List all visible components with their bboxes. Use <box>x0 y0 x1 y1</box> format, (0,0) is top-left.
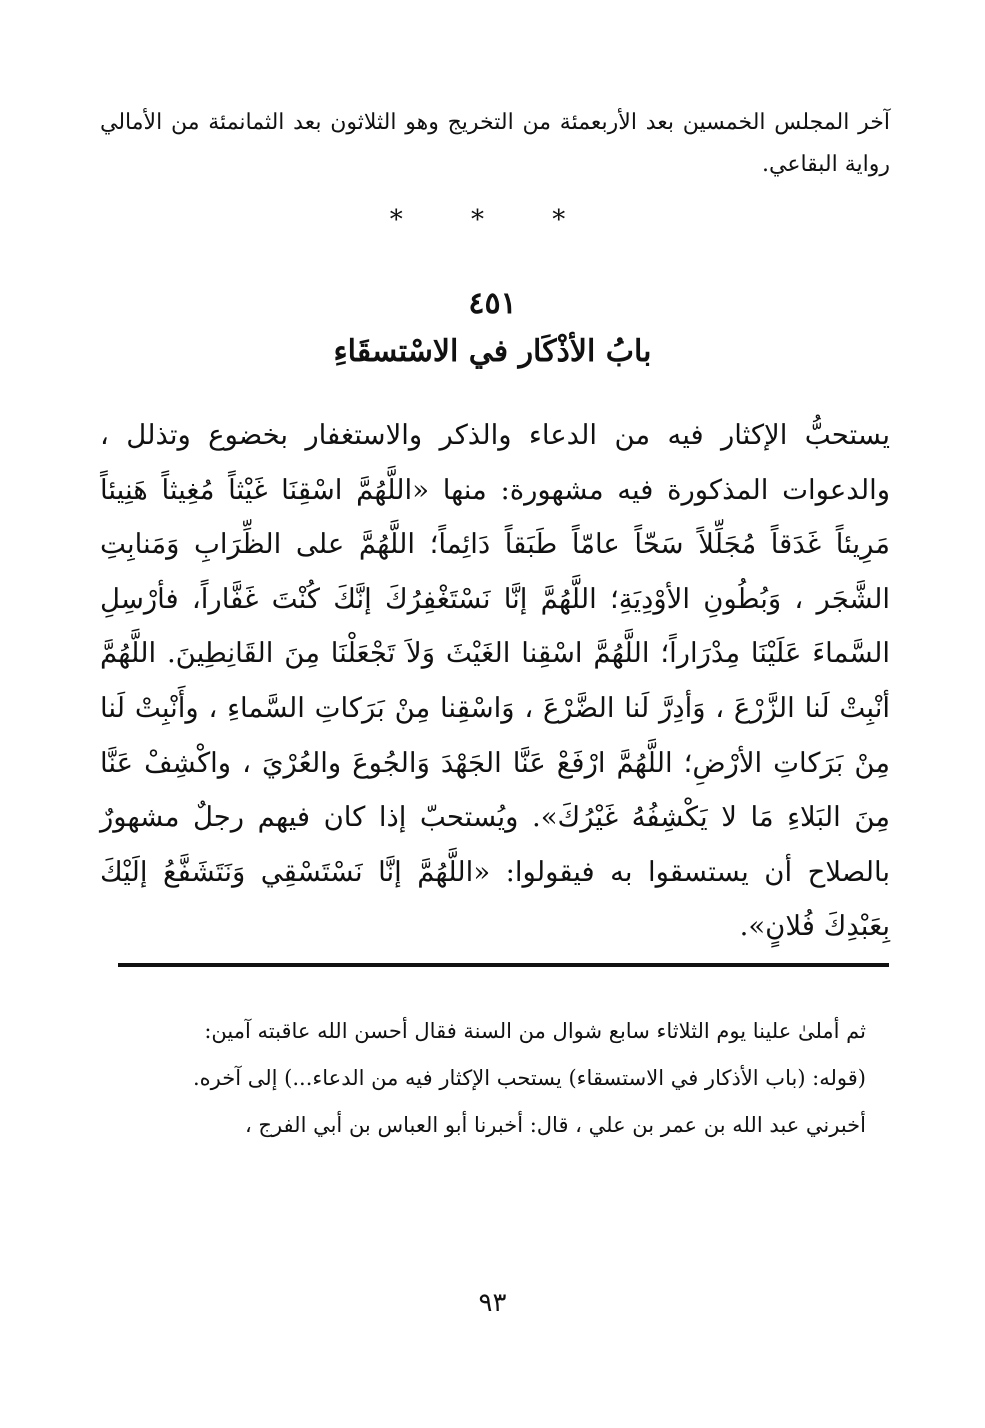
page-number: ٩٣ <box>478 1288 507 1318</box>
footnote-paragraph: ثم أملىٰ علينا يوم الثلاثاء سابع شوال من السنة فقال أحسن الله عاقبته آمين: <box>204 1019 866 1043</box>
section-title: بابُ الأذْكَار في الاسْتسقَاءِ <box>333 334 652 369</box>
footnote-paragraph: أخبرني عبد الله بن عمر بن علي ، قال: أخبرنا أبو العباس بن أبي الفرج ، <box>244 1113 866 1137</box>
intro-paragraph: آخر المجلس الخمسين بعد الأربعمئة من التخريج وهو الثلاثون بعد الثمانمئة من الأمالي رواية البقاعي. <box>100 110 890 177</box>
footnote-paragraph: (قوله: (باب الأذكار في الاستسقاء) يستحب الإكثار فيه من الدعاء...) إلى آخره. <box>193 1066 866 1090</box>
footnotes <box>100 1012 890 1153</box>
section-separator: * * * <box>389 205 596 235</box>
main-text: يستحبُّ الإكثار فيه من الدعاء والذكر والاستغفار بخضوع وتذلل ، والدعوات المذكورة فيه مشهورة: منها «اللَّهُمَّ اسْقِنَا غَيْثاً مُغِيثاً هَنِيئاً مَرِيئاً غَدَقاً مُجَلِّلاً سَحّاً عامّاً طَبَقاً دَائِماً؛ اللَّهُمَّ على الظِّرَابِ وَمَنابِتِ الشَّجَر ، وَبُطُونِ الأوْدِيَةِ؛ اللَّهُمَّ إنَّا نَسْتَغْفِرُكَ إنَّكَ كُنْتَ غَفَّاراً، فأرْسِلِ السَّماءَ عَلَيْنَا مِدْرَاراً؛ اللَّهُمَّ اسْقِنا الغَيْثَ وَلاَ تَجْعَلْنَا مِنَ القَانِطِينَ. اللَّهُمَّ أنْبِتْ لَنا الزَّرْعَ ، وَأدِرَّ لَنا الضَّرْعَ ، وَاسْقِنا مِنْ بَرَكاتِ السَّماءِ ، وأَنْبِتْ لَنا مِنْ بَرَكاتِ الأرْضِ؛ اللَّهُمَّ ارْفَعْ عَنَّا الجَهْدَ وَالجُوعَ والعُرْيَ ، واكْشِفْ عَنَّا مِنَ البَلاءِ مَا لا يَكْشِفُهُ غَيْرُكَ». ويُستحبّ إذا كان فيهم رجلٌ مشهورٌ بالصلاح أن يستسقوا به فيقولوا: «اللَّهُمَّ إنَّا نَسْتَسْقِي وَنَتَشَفَّعُ إلَيْكَ بِعَبْدِكَ فُلانٍ». <box>100 419 890 943</box>
footnote-divider <box>118 963 889 967</box>
section-number: ٤٥١ <box>468 286 517 321</box>
